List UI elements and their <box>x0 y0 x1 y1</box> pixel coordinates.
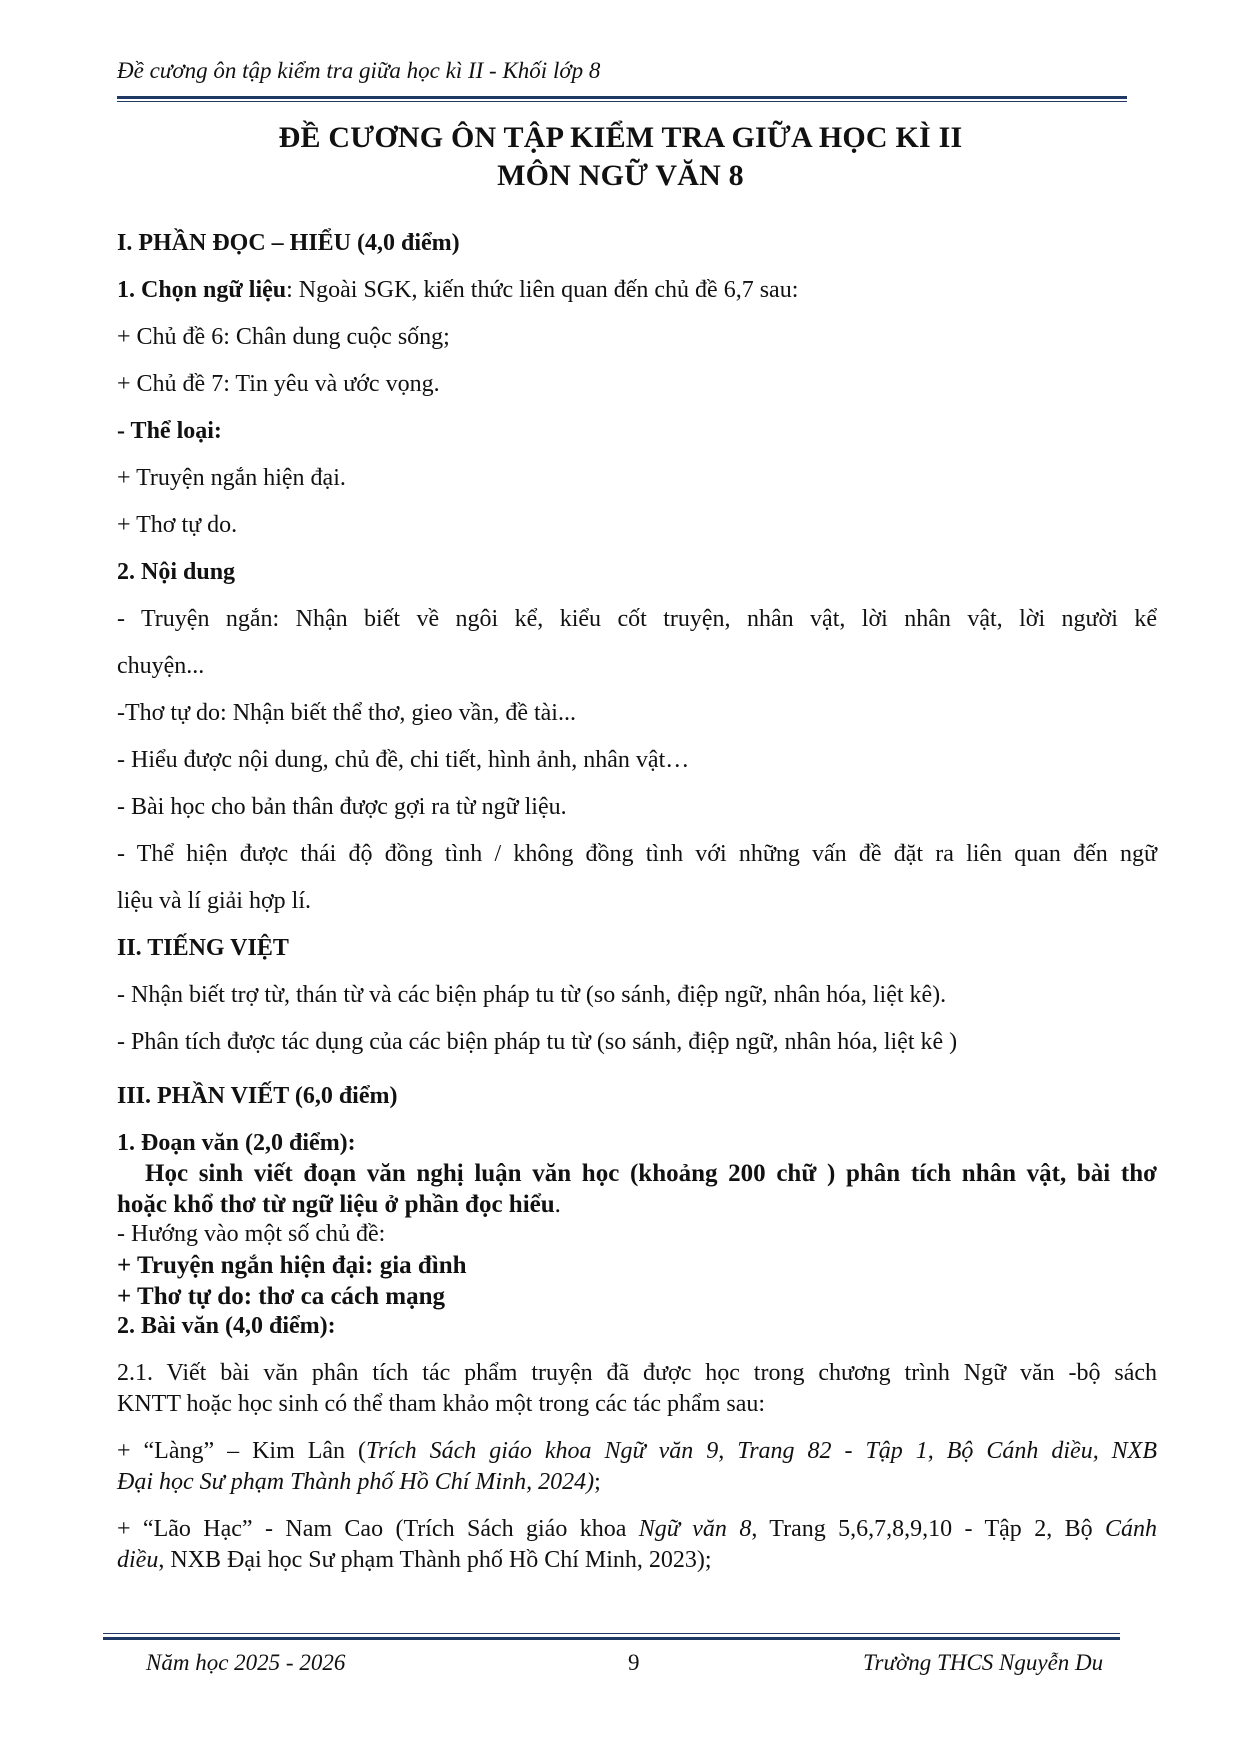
work1-line1 <box>117 1438 1157 1465</box>
content-line3: - Hiểu được nội dung, chủ đề, chi tiết, hình ảnh, nhân vật… <box>117 747 690 773</box>
p21-line2: KNTT hoặc học sinh có thể tham khảo một trong các tác phẩm sau: <box>117 1391 766 1417</box>
work1-italic1: Trích Sách giáo khoa Ngữ văn 9, Trang 82 - Tập 1, Bộ Cánh diều, NXB <box>365 1438 1157 1464</box>
work2-d: Cánh <box>1105 1516 1158 1542</box>
content-line1-cont: chuyện... <box>117 653 205 679</box>
running-header: Đề cương ôn tập kiểm tra giữa học kì II - Khối lớp 8 <box>117 58 601 83</box>
genre2: + Thơ tự do. <box>117 512 238 538</box>
work2-c: , Trang 5,6,7,8,9,10 - Tập 2, Bộ <box>751 1516 1105 1542</box>
work2-line2 <box>117 1547 712 1574</box>
work2-a: + “Lão Hạc” - Nam Cao (Trích Sách giáo khoa <box>117 1516 639 1542</box>
document-title-line1: ĐỀ CƯƠNG ÔN TẬP KIỂM TRA GIỮA HỌC KÌ II <box>278 121 963 154</box>
header-rule-thin <box>117 101 1127 102</box>
footer-rule-thin <box>103 1633 1120 1634</box>
item1-desc-line2-text: hoặc khổ thơ từ ngữ liệu ở phần đọc hiểu <box>117 1191 555 1218</box>
work2-e: diều <box>117 1547 159 1573</box>
header-rule <box>117 96 1127 99</box>
topic7: + Chủ đề 7: Tin yêu và ước vọng. <box>117 371 440 397</box>
content-line1: - Truyện ngắn: Nhận biết về ngôi kể, kiểu cốt truyện, nhân vật, lời nhân vật, lời người kể <box>117 606 1157 632</box>
section3-item2: 2. Bài văn (4,0 điểm): <box>117 1313 336 1339</box>
work2-f: , NXB Đại học Sư phạm Thành phố Hồ Chí Minh, 2023); <box>158 1547 712 1573</box>
content-line4: - Bài học cho bản thân được gợi ra từ ngữ liệu. <box>117 794 567 820</box>
footer-school-year: Năm học 2025 - 2026 <box>146 1650 346 1675</box>
work1-line2 <box>117 1469 601 1496</box>
themes-label: - Hướng vào một số chủ đề: <box>117 1221 386 1247</box>
item1-label: 1. Chọn ngữ liệu <box>117 277 287 303</box>
item1-desc-end: . <box>554 1191 561 1218</box>
footer-school-name: Trường THCS Nguyễn Du <box>863 1650 1104 1675</box>
theme1: + Truyện ngắn hiện đại: gia đình <box>117 1252 467 1279</box>
section1-item1 <box>117 277 798 304</box>
genre-label: - Thể loại: <box>117 418 222 444</box>
document-title-line2: MÔN NGỮ VĂN 8 <box>497 159 744 192</box>
footer-rule <box>103 1637 1120 1640</box>
section2-heading: II. TIẾNG VIỆT <box>117 935 289 961</box>
work2-line1 <box>117 1516 1157 1543</box>
page-number: 9 <box>628 1650 640 1675</box>
work1-italic2: Đại học Sư phạm Thành phố Hồ Chí Minh, 2024) <box>117 1469 595 1495</box>
genre1: + Truyện ngắn hiện đại. <box>117 465 346 491</box>
topic6: + Chủ đề 6: Chân dung cuộc sống; <box>117 324 450 350</box>
section3-heading: III. PHẦN VIẾT (6,0 điểm) <box>117 1083 398 1109</box>
item1-text: : Ngoài SGK, kiến thức liên quan đến chủ đề 6,7 sau: <box>286 277 799 303</box>
content-line5: - Thể hiện được thái độ đồng tình / không đồng tình với những vấn đề đặt ra liên quan đến ngữ <box>117 841 1157 867</box>
work1-prefix: + “Làng” – Kim Lân ( <box>117 1438 366 1464</box>
content-line5-cont: liệu và lí giải hợp lí. <box>117 888 311 914</box>
item1-desc-line2 <box>117 1191 561 1219</box>
content-line2: -Thơ tự do: Nhận biết thể thơ, gieo vần, đề tài... <box>117 700 576 726</box>
section1-heading: I. PHẦN ĐỌC – HIỂU (4,0 điểm) <box>117 230 460 256</box>
item1-desc-line1: Học sinh viết đoạn văn nghị luận văn học (khoảng 200 chữ ) phân tích nhân vật, bài thơ <box>145 1160 1157 1187</box>
section2-p2: - Phân tích được tác dụng của các biện pháp tu từ (so sánh, điệp ngữ, nhân hóa, liệt kê ) <box>117 1029 958 1055</box>
p21-line1: 2.1. Viết bài văn phân tích tác phẩm truyện đã được học trong chương trình Ngữ văn -bộ sách <box>117 1360 1157 1386</box>
section2-p1: - Nhận biết trợ từ, thán từ và các biện pháp tu từ (so sánh, điệp ngữ, nhân hóa, liệt kê). <box>117 982 947 1008</box>
theme2: + Thơ tự do: thơ ca cách mạng <box>117 1283 446 1310</box>
section3-item1: 1. Đoạn văn (2,0 điểm): <box>117 1130 356 1156</box>
work1-end: ; <box>594 1469 601 1495</box>
section1-item2: 2. Nội dung <box>117 559 236 585</box>
work2-b: Ngữ văn 8 <box>638 1516 752 1542</box>
